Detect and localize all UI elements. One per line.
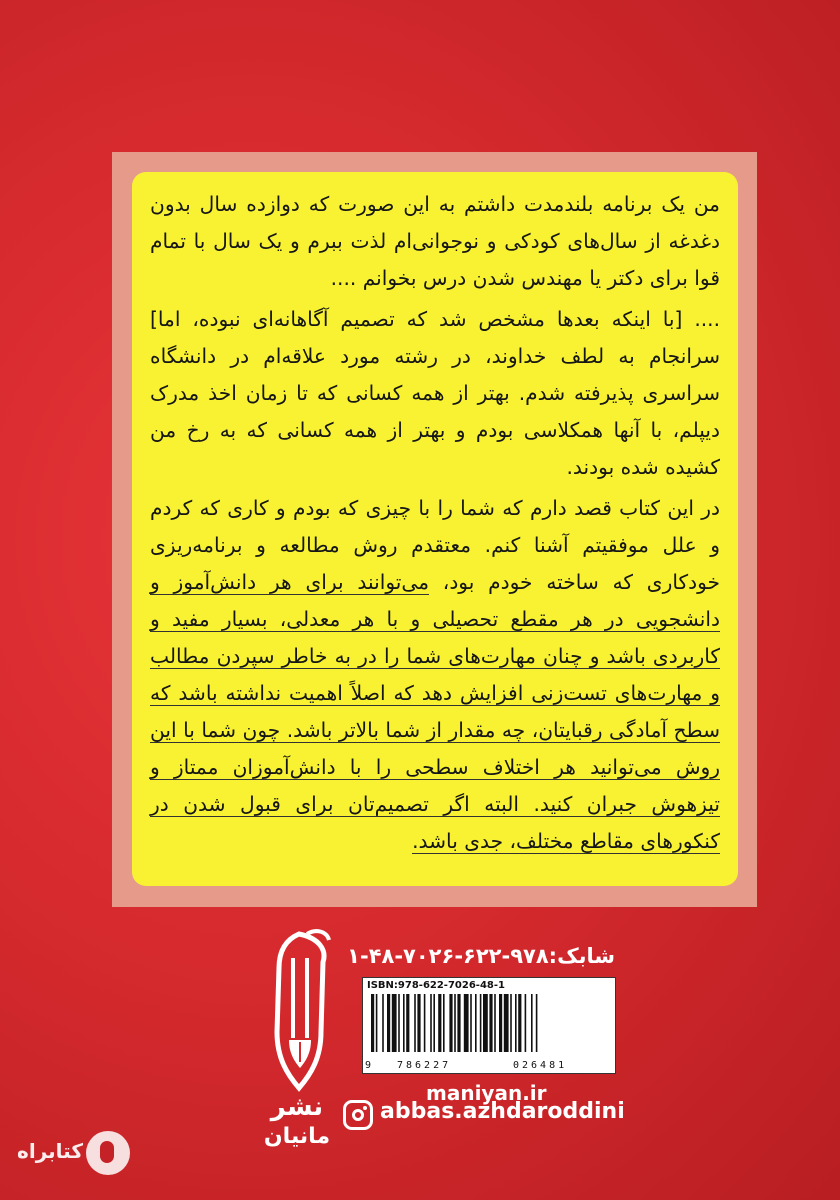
blurb-paragraph-1 (150, 186, 720, 297)
isbn-barcode (362, 977, 616, 1074)
barcode-bar (371, 994, 374, 1052)
blurb-text-3a: در این کتاب قصد دارم که شما را با چیزی که بودم و کاری که کردم و علل موفقیتم آشنا کنم. معتقدم روش مطالعه و برنامه‌ریزی خودکاری که ساخته خودم بود، (150, 496, 721, 594)
blurb-paragraph-2 (150, 301, 720, 486)
barcode-bar (398, 994, 400, 1052)
barcode-bar (430, 994, 432, 1052)
barcode-bar (454, 994, 456, 1052)
publisher-name-line1: نشر (270, 1092, 324, 1122)
publisher-website[interactable]: maniyan.ir (426, 1081, 547, 1105)
quill-logo-icon (263, 928, 335, 1096)
barcode-bar (504, 994, 509, 1052)
barcode-bar (406, 994, 409, 1052)
barcode-bar (536, 994, 538, 1052)
barcode-bar (424, 994, 426, 1052)
barcode-bar (470, 994, 472, 1052)
barcode-bar (387, 994, 390, 1052)
blurb-text-3b-underlined: می‌توانند برای هر دانش‌آموز و دانشجویی در هر مقطع تحصیلی و با هر معدلی، بسیار مفید و کاربردی باشد و چنان مهارت‌های شما را در به خاطر سپردن مطالب و مهارت‌های تست‌زنی افزایش دهد که اصلاً اهمیت نداشته باشد که سطح آمادگی رقبایتان، چه مقدار از شما بالاتر باشد. چون شما با این روش می‌توانید هر اختلاف سطحی را با دانش‌آموزان ممتاز و تیزهوش جبران کنید. البته اگر تصمیم‌تان برای قبول شدن در کنکورهای مقاطع مختلف، جدی باشد. (150, 570, 720, 853)
barcode-bar (382, 994, 384, 1052)
barcode-digit-lead: 9 (365, 1060, 372, 1071)
barcode-bar (494, 994, 496, 1052)
barcode-bar (475, 994, 477, 1052)
barcode-bar (531, 994, 533, 1052)
watermark-text: کتابراه (17, 1139, 83, 1163)
barcode-bar (499, 994, 502, 1052)
barcode-bar (515, 994, 517, 1052)
isbn-label: شابک:۹۷۸-۶۲۲-۷۰۲۶-۴۸-۱ (347, 944, 615, 968)
barcode-bar (433, 994, 435, 1052)
barcode-bars (369, 994, 611, 1054)
blurb-panel (132, 172, 738, 886)
barcode-bar (464, 994, 469, 1052)
watermark (12, 1131, 132, 1183)
blurb-paragraph-3 (150, 490, 720, 860)
barcode-bar (449, 994, 452, 1052)
barcode-bar (483, 994, 488, 1052)
instagram-icon[interactable] (343, 1100, 373, 1130)
barcode-digits-left: 786227 (397, 1060, 452, 1071)
barcode-bar (438, 994, 441, 1052)
barcode-bar (414, 994, 416, 1052)
blurb-text-1: من یک برنامه بلندمدت داشتم به این صورت که دوازده سال بدون دغدغه از سال‌های کودکی و نوجوانی‌ام لذت ببرم و یک سال با تمام قوا برای دکتر یا مهندس شدن درس بخوانم .... (150, 192, 720, 290)
barcode-bar (443, 994, 445, 1052)
barcode-bar (403, 994, 405, 1052)
barcode-bar (376, 994, 378, 1052)
barcode-digits-right: 026481 (513, 1060, 568, 1071)
barcode-bar (417, 994, 420, 1052)
blurb-text-2: .... [با اینکه بعدها مشخص شد که تصمیم آگاهانه‌ای نبوده، اما] سرانجام به لطف خداوند، در رشته مورد علاقه‌ام در دانشگاه سراسری پذیرفته شدم. بهتر از همه کسانی که تا زمان اخذ مدرک دیپلم، با آنها همکلاسی بودم و بهتر از همه کسانی که به رخ من کشیده شده بودند. (150, 307, 720, 479)
barcode-bar (489, 994, 492, 1052)
barcode-bar (392, 994, 397, 1052)
barcode-bar (457, 994, 460, 1052)
barcode-bar (510, 994, 512, 1052)
publisher-name-line2: مانیان (263, 1124, 331, 1149)
watermark-logo-icon (86, 1131, 130, 1175)
instagram-handle[interactable]: abbas.azhdaroddini (380, 1099, 625, 1124)
barcode-isbn-text: ISBN:978-622-7026-48-1 (367, 980, 505, 991)
barcode-bar (480, 994, 482, 1052)
barcode-bar (518, 994, 521, 1052)
text-frame (112, 152, 757, 907)
barcode-bar (525, 994, 527, 1052)
